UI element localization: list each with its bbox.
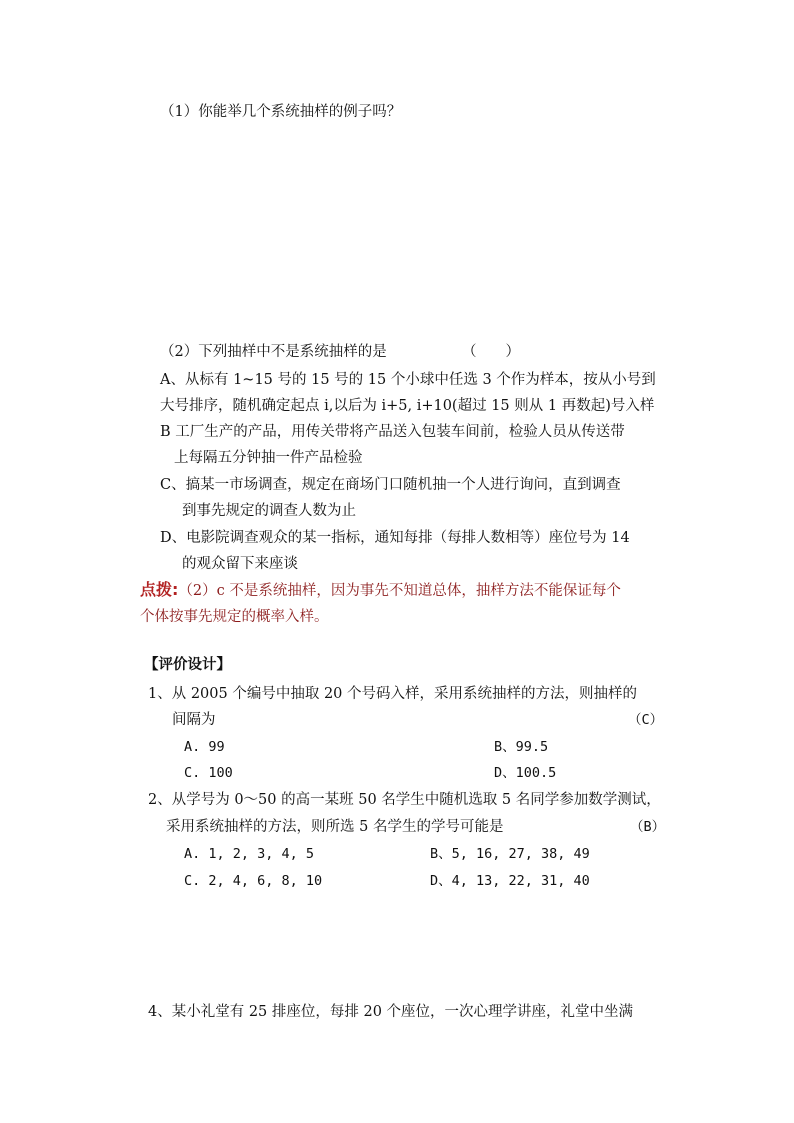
hint-line2: 个体按事先规定的概率入样。 xyxy=(140,609,329,625)
problem-1-option-b: B、99.5 xyxy=(494,739,549,755)
option-b-line1: B 工厂生产的产品，用传关带将产品送入包装车间前，检验人员从传送带 xyxy=(160,424,625,440)
hint-label: 点拨: xyxy=(140,580,179,599)
option-a-line1: A、从标有 1~15 号的 15 号的 15 个小球中任选 3 个作为样本，按从小号到 xyxy=(160,372,656,388)
hint-text-1: （2）c 不是系统抽样，因为事先不知道总体，抽样方法不能保证每个 xyxy=(178,583,621,599)
problem-1-line1: 1、从 2005 个编号中抽取 20 个号码入样，采用系统抽样的方法，则抽样的 xyxy=(148,686,638,702)
problem-2-option-c: C. 2, 4, 6, 8, 10 xyxy=(184,873,323,889)
problem-1-option-c: C. 100 xyxy=(184,765,233,781)
problem-1-line2: 间隔为 xyxy=(172,712,216,728)
problem-1-answer: （C） xyxy=(628,712,664,728)
problem-2-option-d: D、4, 13, 22, 31, 40 xyxy=(430,873,590,889)
problem-2-answer: （B） xyxy=(630,819,666,835)
problem-1-option-a: A. 99 xyxy=(184,739,225,755)
problem-2-option-b: B、5, 16, 27, 38, 49 xyxy=(430,846,590,862)
problem-2-line1: 2、从学号为 0～50 的高一某班 50 名学生中随机选取 5 名同学参加数学测试， xyxy=(148,792,661,808)
problem-2-option-a: A. 1, 2, 3, 4, 5 xyxy=(184,846,315,862)
option-c-line1: C、搞某一市场调查，规定在商场门口随机抽一个人进行询问，直到调查 xyxy=(160,477,621,493)
option-c-line2: 到事先规定的调查人数为止 xyxy=(182,503,356,519)
problem-1-option-d: D、100.5 xyxy=(494,765,557,781)
question-2-paren: （ ） xyxy=(462,344,520,360)
question-1: （1）你能举几个系统抽样的例子吗？ xyxy=(160,104,402,120)
section-title: 【评价设计】 xyxy=(144,656,231,673)
option-a-line2: 大号排序，随机确定起点 i,以后为 i+5, i+10(超过 15 则从 1 再数起)号入样 xyxy=(160,398,655,414)
option-d-line2: 的观众留下来座谈 xyxy=(182,556,298,572)
hint-line1 xyxy=(140,580,621,601)
question-2-stem: （2）下列抽样中不是系统抽样的是 xyxy=(160,344,387,360)
problem-4-line1: 4、某小礼堂有 25 排座位，每排 20 个座位，一次心理学讲座，礼堂中坐满 xyxy=(148,1004,634,1020)
option-d-line1: D、电影院调查观众的某一指标，通知每排（每排人数相等）座位号为 14 xyxy=(160,530,630,546)
option-b-line2: 上每隔五分钟抽一件产品检验 xyxy=(174,450,363,466)
problem-2-line2: 采用系统抽样的方法，则所选 5 名学生的学号可能是 xyxy=(166,819,504,835)
